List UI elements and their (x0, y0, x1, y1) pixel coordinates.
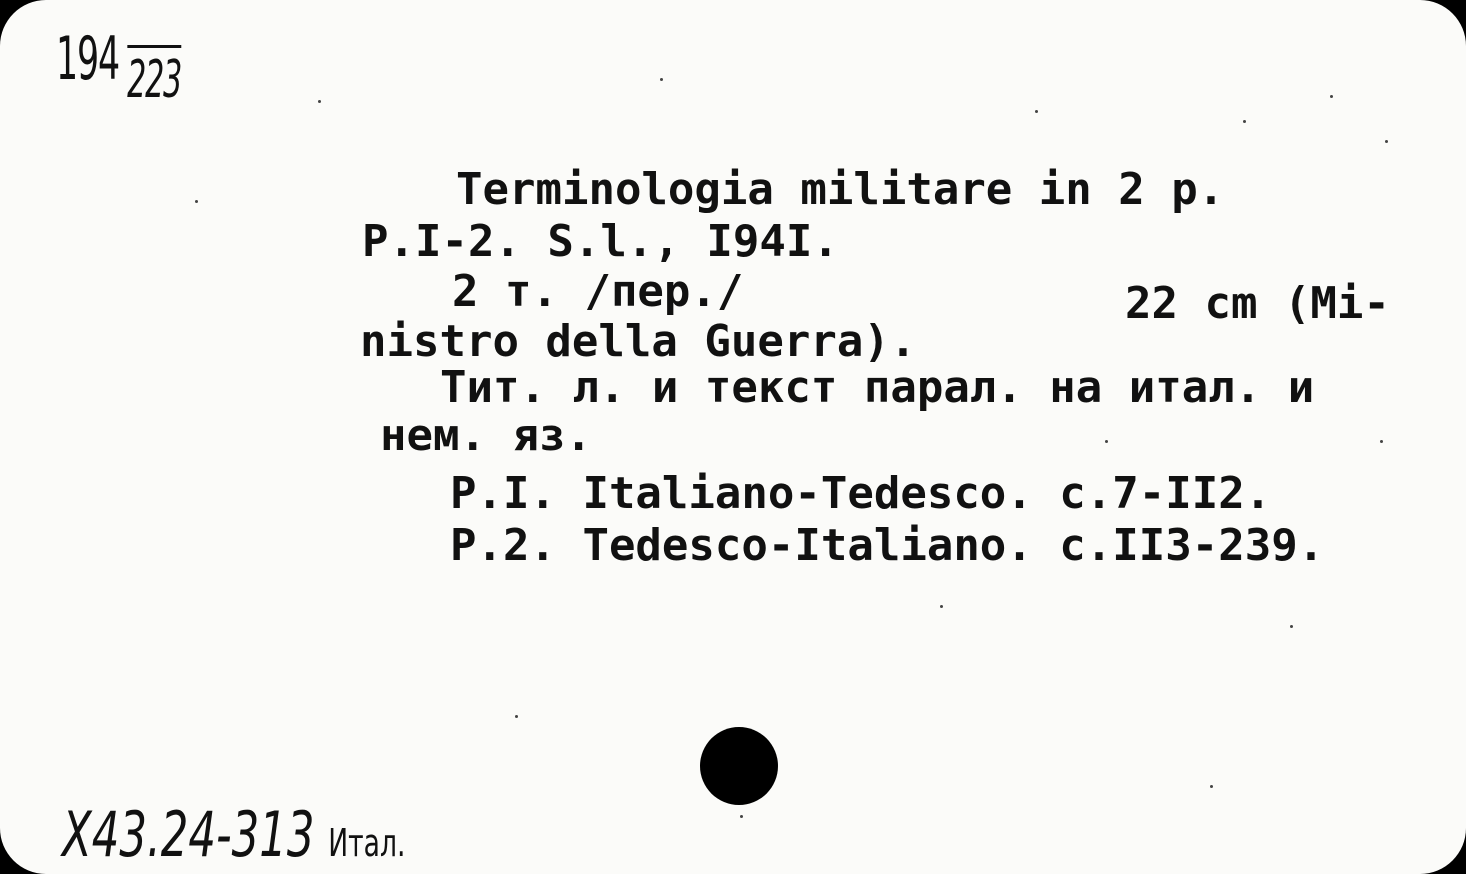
note-line-continued: нем. яз. (380, 410, 592, 461)
call-number-sub: 223 (127, 45, 181, 110)
classification-mark (62, 798, 405, 871)
speck (1290, 625, 1293, 628)
title-line: Terminologia militare in 2 p. (456, 164, 1225, 215)
call-number (56, 24, 182, 110)
punch-hole (700, 727, 778, 805)
volume-line: 2 т. /пер./ (452, 266, 744, 317)
speck (1330, 95, 1333, 98)
speck (660, 78, 663, 81)
publisher-line: nistro della Guerra). (360, 316, 917, 367)
part-two-line: P.2. Tedesco-Italiano. c.II3-239. (450, 520, 1325, 571)
speck (940, 605, 943, 608)
speck (1210, 785, 1213, 788)
classification-suffix: Итал. (328, 821, 406, 865)
speck (1385, 140, 1388, 143)
speck (1380, 440, 1383, 443)
speck (318, 100, 321, 103)
speck (740, 815, 743, 818)
speck (1105, 440, 1108, 443)
speck (195, 200, 198, 203)
speck (1035, 110, 1038, 113)
part-one-line: P.I. Italiano-Tedesco. c.7-II2. (450, 468, 1272, 519)
note-line: Тит. л. и текст парал. на итал. и (440, 362, 1315, 413)
speck (515, 715, 518, 718)
call-number-main: 194 (56, 24, 119, 94)
classification-code: Х43.24-313 (62, 798, 315, 871)
speck (1243, 120, 1246, 123)
publication-line: P.I-2. S.l., I94I. (362, 216, 839, 267)
size-line: 22 cm (Mi- (1125, 278, 1390, 329)
